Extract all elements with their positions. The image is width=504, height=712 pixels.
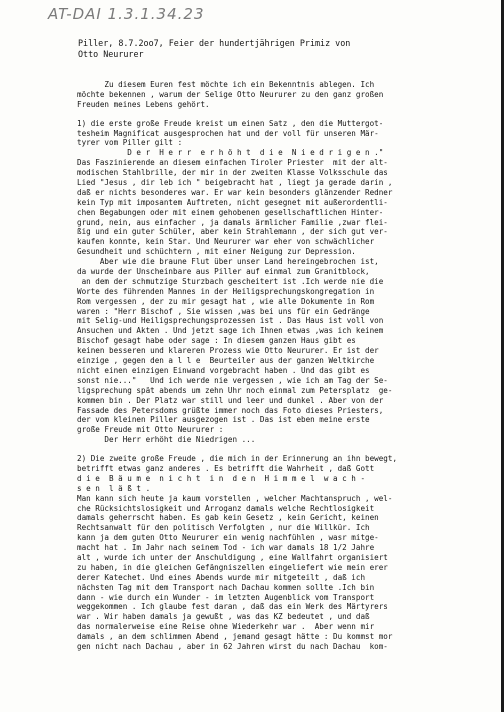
- first-joy-line: einzige , gegen den a l l e Beurteiler aus der ganzen Weltkirche: [77, 356, 375, 366]
- first-joy-line: Fassade des Petersdoms grüßte immer noch das Foto dieses Priesters,: [77, 405, 384, 415]
- first-joy-line: sonst nie..." Und ich werde nie vergessen , wie ich am Tag der Se-: [77, 375, 388, 385]
- document-header: [78, 38, 478, 59]
- second-joy-line: s e n l ä ß t .: [77, 483, 151, 493]
- first-joy-line: 1) die erste große Freude kreist um einen Satz , den die Muttergot-: [77, 118, 384, 128]
- first-joy-line: Das Faszinierende an diesem einfachen Tiroler Priester mit der alt-: [77, 158, 388, 168]
- first-joy-line: Der Herr erhöht die Niedrigen ...: [77, 435, 256, 445]
- first-joy-line: keinen besseren und klareren Prozess wie Otto Neururer. Er ist der: [77, 346, 379, 356]
- first-joy-line: nicht einen einzigen Einwand vorgebracht haben . Und das gibt es: [77, 365, 370, 375]
- intro-line: Freuden meines Lebens gehört.: [77, 99, 210, 109]
- paragraph-intro: [77, 80, 485, 110]
- first-joy-line: große Freude mit Otto Neururer :: [77, 425, 224, 435]
- first-joy-line: an dem der schmutzige Sturzbach gescheitert ist .Ich werde nie die: [77, 276, 384, 286]
- paragraph-second-joy: [77, 454, 485, 652]
- first-joy-line: daß er nichts besonderes war. Er war kein besonders glänzender Redner: [77, 187, 393, 197]
- first-joy-line: kaufen konnte, kein Star. Und Neururer war eher von schwächlicher: [77, 237, 375, 247]
- second-joy-line: dann - wie durch ein Wunder - im letzten Augenblick vom Transport: [77, 592, 375, 602]
- paragraph-first-joy: [77, 119, 485, 445]
- second-joy-line: gen nicht nach Dachau , aber in 62 Jahren wirst du nach Dachau kom-: [77, 641, 388, 651]
- second-joy-line: das normalerweise eine Reise ohne Wiederkehr war . Aber wenn mir: [77, 622, 375, 632]
- first-joy-line: modischen Stahlbrille, der mir in der zweiten Klasse Volksschule das: [77, 168, 388, 178]
- second-joy-line: damals , an dem schlimmen Abend , jemand gesagt hätte : Du kommst mor: [77, 632, 393, 642]
- document-body: [77, 80, 485, 652]
- first-joy-line: Ansuchen und Akten . Und jetzt sage ich Ihnen etwas ,was ich keinem: [77, 326, 384, 336]
- first-joy-line: tesheim Magnificat ausgesprochen hat und der voll für unseren Mär-: [77, 128, 379, 138]
- first-joy-line: da wurde der Unscheinbare aus Piller auf einmal zum Granitblock,: [77, 267, 370, 277]
- second-joy-line: war . Wir haben damals ja gewußt , was das KZ bedeutet , und daß: [77, 612, 370, 622]
- first-joy-line: ßig und ein guter Schüler, aber kein Strahlemann , der sich gut ver-: [77, 227, 388, 237]
- first-joy-line: chen Begabungen oder mit einem gehobenen gesellschaftlichen Hinter-: [77, 207, 384, 217]
- second-joy-line: betrifft etwas ganz anderes . Es betrifft die Wahrheit , daß Gott: [77, 463, 375, 473]
- first-joy-line: Rom vergessen , der zu mir gesagt hat , wie alle Dokumente in Rom: [77, 296, 375, 306]
- second-joy-line: nächsten Tag mit dem Transport nach Dachau kommen sollte .Ich bin: [77, 582, 375, 592]
- second-joy-line: Rechtsanwalt für den politisch Verfolgten , nur die Willkür. Ich: [77, 523, 370, 533]
- second-joy-line: zu haben, in die gleichen Gefängniszellen eingeliefert wie mein erer: [77, 562, 388, 572]
- first-joy-line: kein Typ mit imposantem Auftreten, nicht gesegnet mit außerordentli-: [77, 197, 388, 207]
- first-joy-line: Aber wie die braune Flut über unser Land hereingebrochen ist,: [77, 257, 379, 267]
- second-joy-line: 2) Die zweite große Freude , die mich in der Erinnerung an ihn bewegt,: [77, 454, 398, 464]
- intro-line: Zu diesem Euren fest möchte ich ein Bekenntnis ablegen. Ich: [77, 80, 375, 89]
- second-joy-line: d i e B ä u m e n i c h t i n d e n H i m m e l w a c h -: [77, 473, 366, 483]
- first-joy-line: kommen bin . Der Platz war still und leer und dunkel . Aber von der: [77, 395, 384, 405]
- intro-line: möchte bekennen , warum der Selige Otto Neururer zu den ganz großen: [77, 89, 384, 99]
- second-joy-line: Man kann sich heute ja kaum vorstellen , welcher Machtanspruch , wel-: [77, 493, 393, 503]
- second-joy-line: alt , wurde ich unter der Anschuldigung , eine Wallfahrt organisiert: [77, 552, 388, 562]
- archive-stamp: AT-DAI 1.3.1.34.23: [48, 5, 205, 23]
- first-joy-line: Lied "Jesus , dir leb ich " beigebracht hat , liegt ja gerade darin ,: [77, 178, 393, 188]
- second-joy-line: weggekommen . Ich glaube fest daran , daß das ein Werk des Märtyrers: [77, 602, 388, 612]
- first-joy-line: mit Selig-und Heiligsprechungsprozessen ist . Das Haus ist voll von: [77, 316, 384, 326]
- header-line-2: Otto Neururer: [78, 48, 144, 59]
- header-line-1: Piller, 8.7.2oo7, Feier der hundertjährigen Primiz von: [78, 38, 351, 48]
- second-joy-line: derer Katechet. Und eines Abends wurde mir mitgeteilt , daß ich: [77, 572, 366, 582]
- first-joy-line: D e r H e r r e r h ö h t d i e N i e d r i g e n .": [77, 148, 384, 158]
- first-joy-line: ligsprechung spät abends um zehn Uhr noch einmal zum Petersplatz ge-: [77, 385, 393, 395]
- second-joy-line: macht hat . Im Jahr nach seinem Tod - ich war damals 18 1/2 Jahre: [77, 543, 375, 553]
- first-joy-line: der vom kleinen Piller ausgezogen ist . Das ist eben meine erste: [77, 415, 370, 425]
- second-joy-line: che Rücksichtslosigkeit und Arroganz damals welche Rechtlosigkeit: [77, 503, 375, 513]
- first-joy-line: Bischof gesagt habe oder sage : In diesem ganzen Haus gibt es: [77, 336, 356, 346]
- second-joy-line: kann ja dem guten Otto Neururer ein wenig nachfühlen , wasr mitge-: [77, 533, 379, 543]
- first-joy-line: Gesundheit und schüchtern , mit einer Neigung zur Depression.: [77, 247, 356, 257]
- first-joy-line: tyrer vom Piller gilt :: [77, 138, 183, 148]
- first-joy-line: grund, nein, aus einfacher , ja damals ärmlicher Familie ,zwar flei-: [77, 217, 388, 227]
- second-joy-line: damals geherrscht haben. Es gab kein Gesetz , kein Gericht, keinen: [77, 513, 379, 523]
- first-joy-line: waren : "Herr Bischof , Sie wissen ,was bei uns für ein Gedränge: [77, 306, 370, 316]
- first-joy-line: Worte des führenden Mannes in der Heiligsprechungskongregation in: [77, 286, 375, 296]
